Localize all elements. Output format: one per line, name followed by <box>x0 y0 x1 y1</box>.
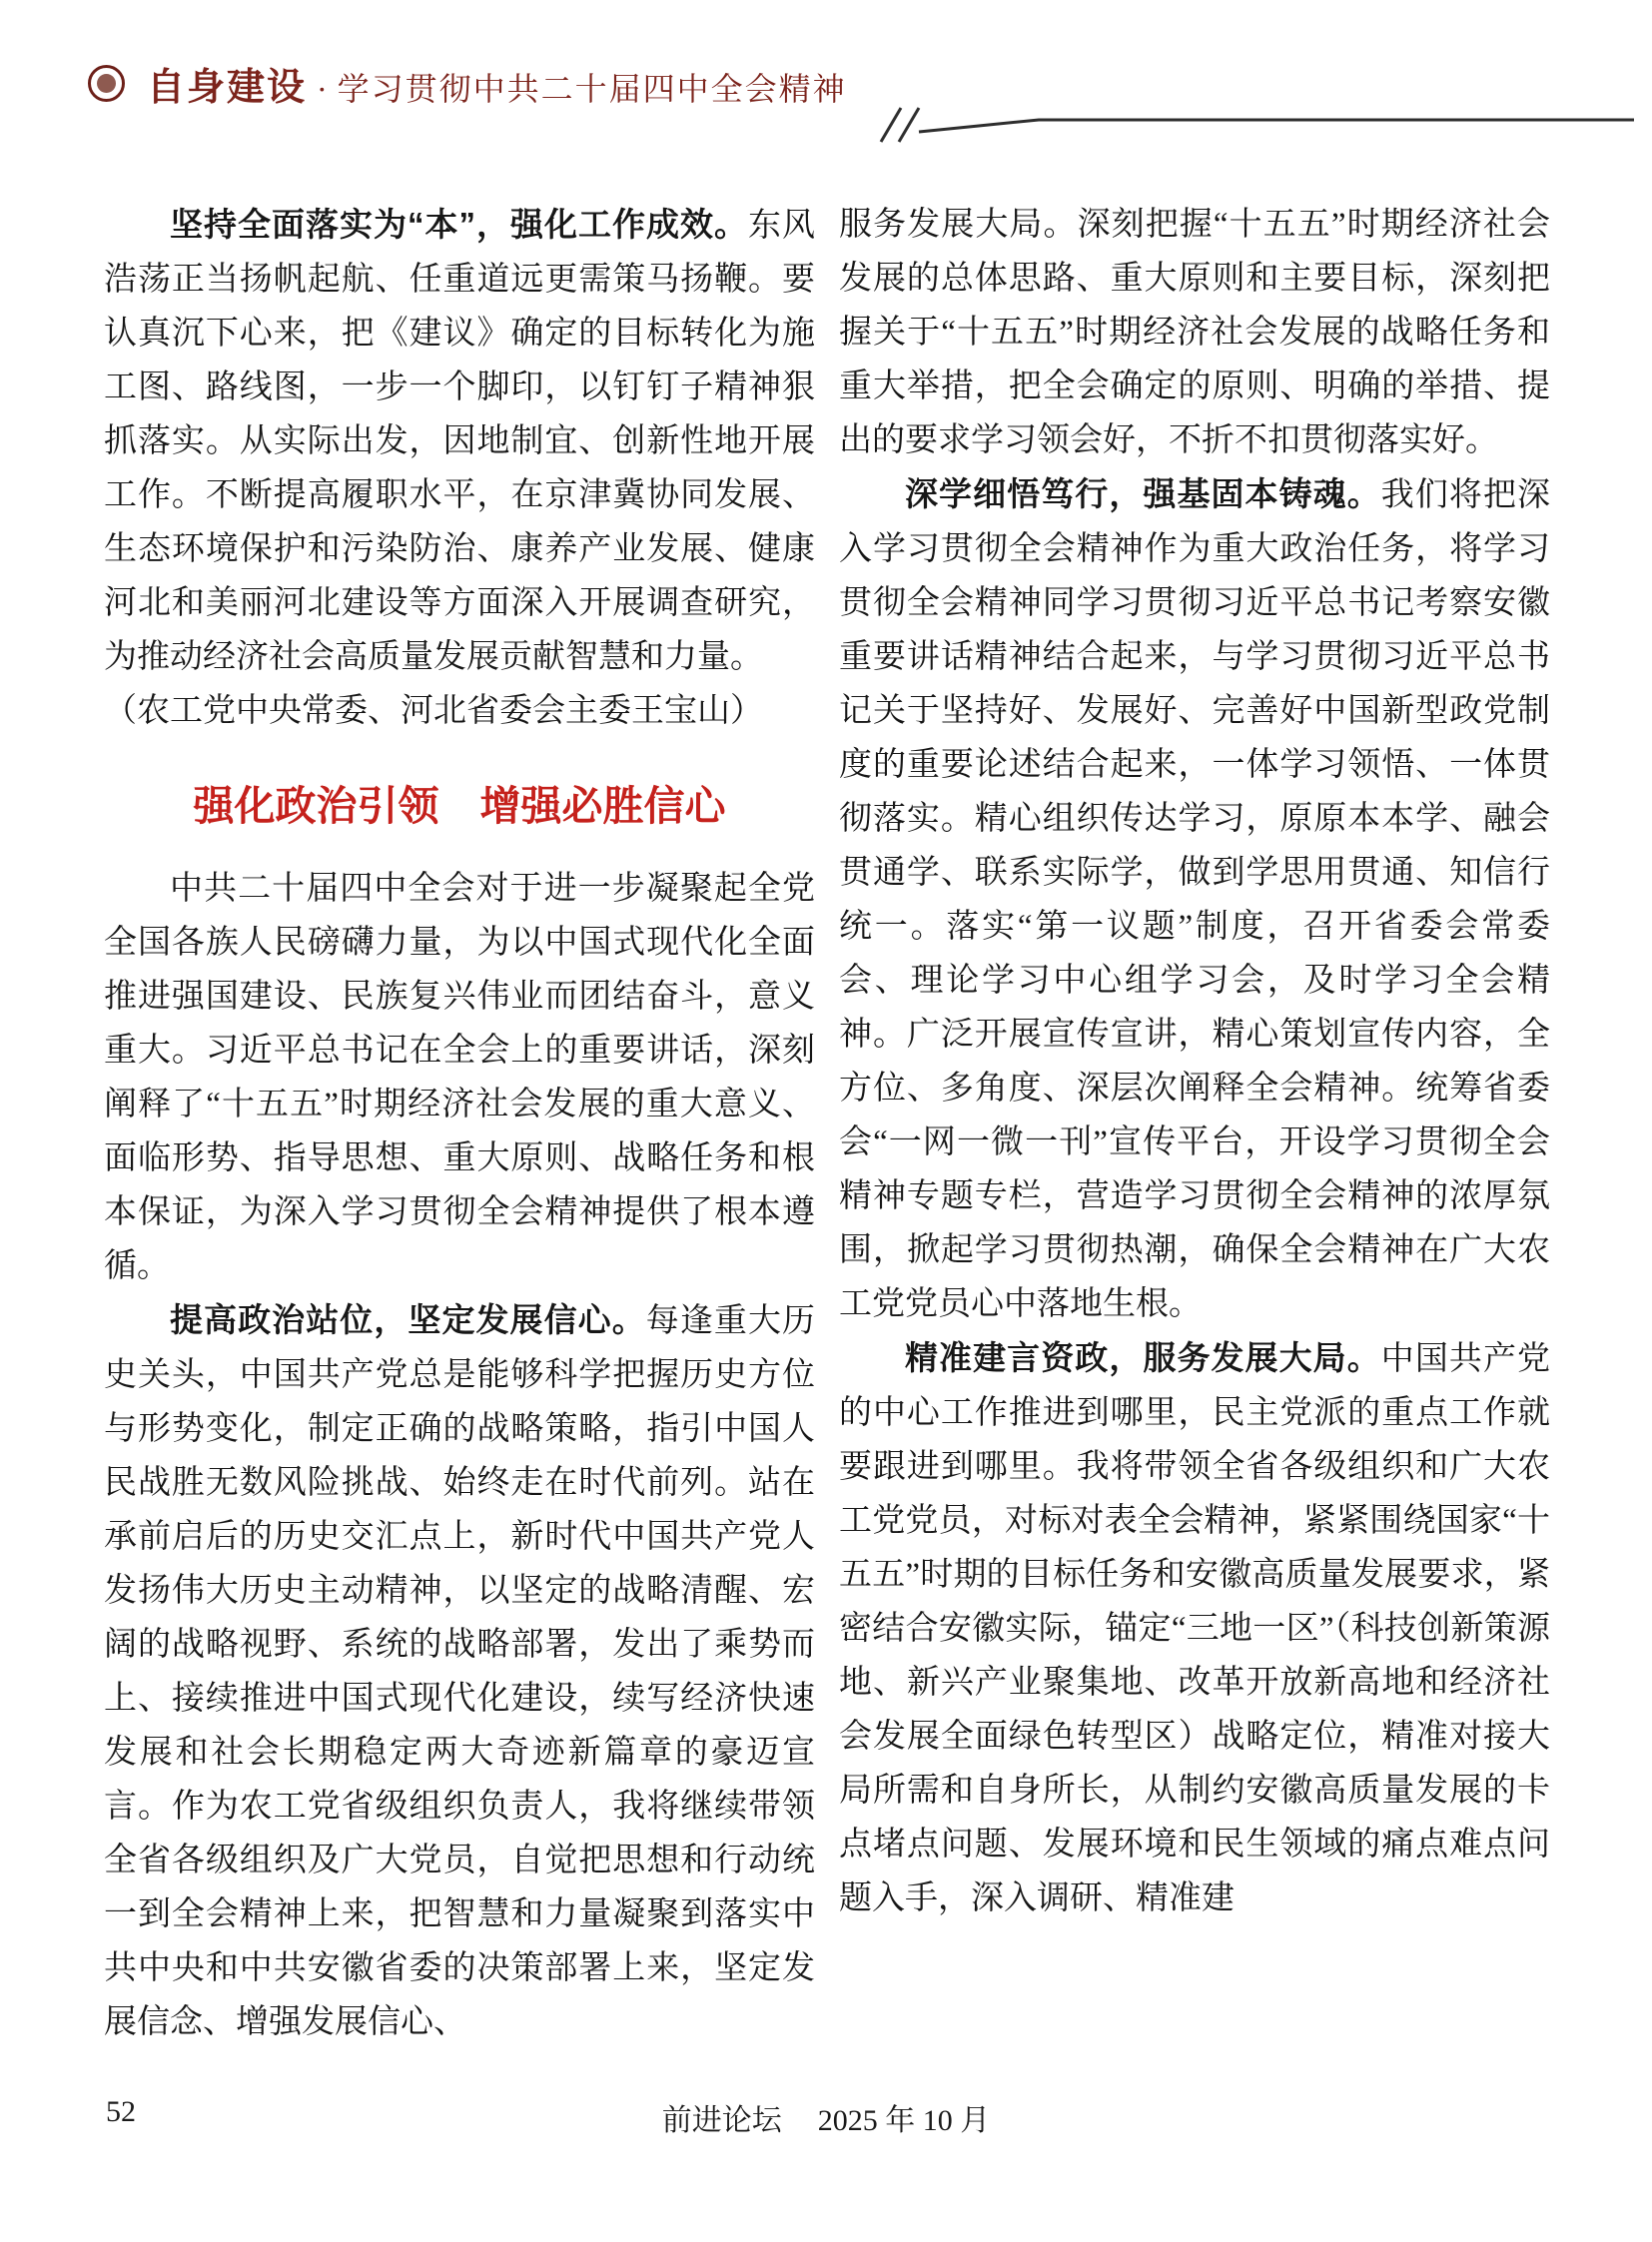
paragraph-text: 东风浩荡正当扬帆起航、任重道远更需策马扬鞭。要认真沉下心来，把《建议》确定的目标转化为施工图、路线图，一步一个脚印，以钉钉子精神狠抓落实。从实际出发，因地制宜、创新性地开展工作。不断提高履职水平，在京津冀协同发展、生态环境保护和污染防治、康养产业发展、健康河北和美丽河北建设等方面深入开展调查研究，为推动经济社会高质量发展贡献智慧和力量。 <box>104 208 815 675</box>
paragraph-plenum-significance <box>104 862 815 1293</box>
paragraph-political-stance <box>104 1293 815 2049</box>
right-column <box>839 198 1550 2049</box>
paragraph-precise-advice <box>839 1331 1550 1925</box>
journal-name: 前进论坛 <box>661 2104 782 2137</box>
paragraph-text: 我们将把深入学习贯彻全会精神作为重大政治任务，将学习贯彻全会精神同学习贯彻习近平总书记考察安徽重要讲话精神结合起来，与学习贯彻习近平总书记关于坚持好、发展好、完善好中国新型政党制度的重要论述结合起来，一体学习领悟、一体贯彻落实。精心组织传达学习，原原本本学、融会贯通学、联系实际学，做到学思用贯通、知信行统一。落实“第一议题”制度，召开省委会常委会、理论学习中心组学习会，及时学习全会精神。广泛开展宣传宣讲，精心策划宣传内容，全方位、多角度、深层次阐释全会精神。统筹省委会“一网一微一刊”宣传平台，开设学习贯彻全会精神专题专栏，营造学习贯彻全会精神的浓厚氛围，掀起学习贯彻热潮，确保全会精神在广大农工党党员心中落地生根。 <box>839 477 1551 1322</box>
paragraph-lead: 提高政治站位，坚定发展信心。 <box>170 1301 646 1338</box>
section-title: 自身建设 <box>147 67 308 109</box>
paragraph-work-results <box>104 198 815 684</box>
paragraph-deep-study <box>839 467 1550 1331</box>
header-text <box>147 56 847 111</box>
issue-date: 2025 年 10 月 <box>817 2104 991 2137</box>
page-header <box>88 56 1548 108</box>
bullet-dot-icon <box>97 74 116 93</box>
paragraph-text: 中国共产党的中心工作推进到哪里，民主党派的重点工作就要跟进到哪里。我将带领全省各级组织和广大农工党党员，对标对表全会精神，紧紧围绕国家“十五五”时期的目标任务和安徽高质量发展要求，紧密结合安徽实际，锚定“三地一区”（科技创新策源地、新兴产业聚集地、改革开放新高地和经济社会发展全面绿色转型区）战略定位，精准对接大局所需和自身所长，从制约安徽高质量发展的卡点堵点问题、发展环境和民生领域的痛点难点问题入手，深入调研、精准建 <box>839 1341 1551 1916</box>
header-rule-decoration <box>777 96 1642 146</box>
journal-info <box>0 2095 1652 2139</box>
section-heading: 强化政治引领 增强必胜信心 <box>193 783 726 829</box>
page-footer <box>0 2095 1652 2139</box>
article-body <box>104 198 1550 2049</box>
paragraph-lead: 精准建言资政，服务发展大局。 <box>905 1339 1381 1376</box>
header-subtitle: 学习贯彻中共二十届四中全会精神 <box>337 71 847 107</box>
paragraph-text: 中共二十届四中全会对于进一步凝聚起全党全国各族人民磅礴力量，为以中国式现代化全面推进强国建设、民族复兴伟业而团结奋斗，意义重大。习近平总书记在全会上的重要讲话，深刻阐释了“十五五”时期经济社会发展的重大意义、面临形势、指导思想、重大原则、战略任务和根本保证，为深入学习贯彻全会精神提供了根本遵循。 <box>104 871 815 1284</box>
left-column <box>104 198 815 2049</box>
paragraph-lead: 深学细悟笃行，强基固本铸魂。 <box>905 475 1381 512</box>
paragraph-text: 服务发展大局。深刻把握“十五五”时期经济社会发展的总体思路、重大原则和主要目标，深刻把握关于“十五五”时期经济社会发展的战略任务和重大举措，把全会确定的原则、明确的举措、提出的要求学习领会好，不折不扣贯彻落实好。 <box>839 207 1550 458</box>
paragraph-lead: 坚持全面落实为“本”，强化工作成效。 <box>170 206 748 243</box>
section-bullet-icon <box>88 65 125 102</box>
paragraph-continuation <box>839 198 1550 467</box>
attribution-line: （农工党中央常委、河北省委会主委王宝山） <box>104 693 763 729</box>
page-number: 52 <box>106 2095 136 2128</box>
paragraph-text: 每逢重大历史关头，中国共产党总是能够科学把握历史方位与形势变化，制定正确的战略策略，指引中国人民战胜无数风险挑战、始终走在时代前列。站在承前启后的历史交汇点上，新时代中国共产党人发扬伟大历史主动精神，以坚定的战略清醒、宏阔的战略视野、系统的战略部署，发出了乘势而上、接续推进中国式现代化建设，续写经济快速发展和社会长期稳定两大奇迹新篇章的豪迈宣言。作为农工党省级组织负责人，我将继续带领全省各级组织及广大党员，自觉把思想和行动统一到全会精神上来，把智慧和力量凝聚到落实中共中央和中共安徽省委的决策部署上来，坚定发展信念、增强发展信心、 <box>104 1303 816 2040</box>
header-separator: · <box>317 71 328 107</box>
